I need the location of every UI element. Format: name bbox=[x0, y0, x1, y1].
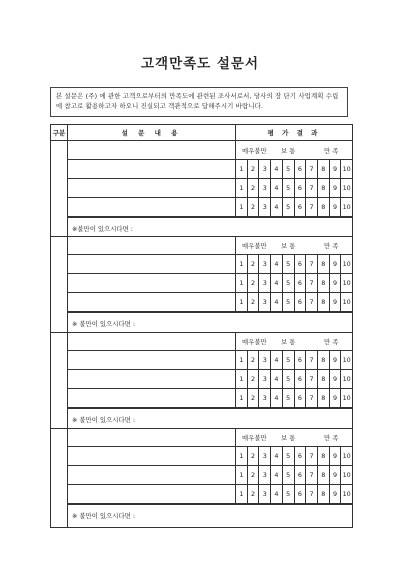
rating-option-5[interactable]: 5 bbox=[283, 179, 295, 197]
rating-option-7[interactable]: 7 bbox=[306, 370, 318, 388]
rating-option-2[interactable]: 2 bbox=[248, 160, 260, 178]
rating-option-7[interactable]: 7 bbox=[306, 447, 318, 465]
rating-option-3[interactable]: 3 bbox=[259, 160, 271, 178]
rating-option-7[interactable]: 7 bbox=[306, 274, 318, 292]
rating-option-6[interactable]: 6 bbox=[295, 485, 307, 503]
rating-option-6[interactable]: 6 bbox=[295, 293, 307, 311]
question-cell[interactable] bbox=[68, 447, 236, 466]
rating-option-5[interactable]: 5 bbox=[283, 485, 295, 503]
rating-option-4[interactable]: 4 bbox=[271, 370, 283, 388]
rating-option-4[interactable]: 4 bbox=[271, 274, 283, 292]
rating-option-10[interactable]: 10 bbox=[342, 203, 351, 211]
question-cell[interactable] bbox=[68, 466, 236, 485]
rating-option-10[interactable]: 10 bbox=[342, 356, 351, 364]
rating-option-9[interactable]: 9 bbox=[330, 466, 342, 484]
scale-low-label: 매우불만 bbox=[242, 338, 267, 346]
rating-option-3[interactable]: 3 bbox=[259, 351, 271, 369]
rating-row bbox=[236, 351, 352, 370]
rating-option-4[interactable]: 4 bbox=[271, 293, 283, 311]
survey-section bbox=[51, 236, 352, 332]
rating-option-9[interactable]: 9 bbox=[330, 274, 342, 292]
rating-option-2[interactable]: 2 bbox=[248, 389, 260, 407]
rating-option-5[interactable]: 5 bbox=[283, 447, 295, 465]
scale-low-label: 매우불만 bbox=[242, 242, 267, 250]
rating-option-4[interactable]: 4 bbox=[271, 466, 283, 484]
rating-row bbox=[236, 255, 352, 274]
rating-option-10[interactable]: 10 bbox=[342, 471, 351, 479]
rating-option-5[interactable]: 5 bbox=[283, 198, 295, 216]
section-divider bbox=[51, 428, 352, 429]
section-divider bbox=[51, 332, 352, 333]
scale-mid-label: 보 통 bbox=[281, 434, 296, 442]
rating-option-1[interactable]: 1 bbox=[236, 389, 248, 407]
category-cell bbox=[51, 332, 68, 428]
rating-option-3[interactable]: 3 bbox=[259, 274, 271, 292]
rating-option-8[interactable]: 8 bbox=[318, 485, 330, 503]
rating-option-10[interactable]: 10 bbox=[342, 260, 351, 268]
scale-high-label: 만 족 bbox=[324, 147, 339, 155]
rating-option-1[interactable]: 1 bbox=[236, 485, 248, 503]
question-cell[interactable] bbox=[68, 370, 236, 389]
question-cell[interactable] bbox=[68, 332, 236, 351]
question-cell[interactable] bbox=[68, 141, 236, 160]
question-cell[interactable] bbox=[68, 428, 236, 447]
question-cell[interactable] bbox=[68, 236, 236, 255]
rating-option-1[interactable]: 1 bbox=[236, 447, 248, 465]
rating-option-5[interactable]: 5 bbox=[283, 370, 295, 388]
rating-option-3[interactable]: 3 bbox=[259, 370, 271, 388]
rating-option-7[interactable]: 7 bbox=[306, 179, 318, 197]
rating-option-3[interactable]: 3 bbox=[259, 389, 271, 407]
question-cell[interactable] bbox=[68, 160, 236, 179]
rating-option-6[interactable]: 6 bbox=[295, 370, 307, 388]
scale-mid-label: 보 통 bbox=[281, 242, 296, 250]
rating-option-5[interactable]: 5 bbox=[283, 255, 295, 273]
rating-option-4[interactable]: 4 bbox=[271, 447, 283, 465]
complaint-note[interactable]: ※ 불만이 있으시다면 : bbox=[68, 408, 352, 428]
question-cell[interactable] bbox=[68, 198, 236, 217]
section-divider bbox=[51, 236, 352, 237]
scale-low-label: 매우불만 bbox=[242, 434, 267, 442]
rating-option-4[interactable]: 4 bbox=[271, 179, 283, 197]
rating-option-1[interactable]: 1 bbox=[236, 198, 248, 216]
question-cell[interactable] bbox=[68, 351, 236, 370]
rating-option-3[interactable]: 3 bbox=[259, 293, 271, 311]
rating-option-7[interactable]: 7 bbox=[306, 485, 318, 503]
rating-option-3[interactable]: 3 bbox=[259, 447, 271, 465]
scale-mid-label: 보 통 bbox=[281, 147, 296, 155]
header-question: 설 문 내 용 bbox=[68, 125, 236, 141]
rating-option-7[interactable]: 7 bbox=[306, 160, 318, 178]
page-title: 고객만족도 설문서 bbox=[140, 56, 260, 72]
rating-option-6[interactable]: 6 bbox=[295, 255, 307, 273]
rating-option-6[interactable]: 6 bbox=[295, 179, 307, 197]
rating-option-3[interactable]: 3 bbox=[259, 485, 271, 503]
scale-labels bbox=[236, 236, 352, 255]
rating-option-7[interactable]: 7 bbox=[306, 466, 318, 484]
rating-option-1[interactable]: 1 bbox=[236, 293, 248, 311]
rating-row bbox=[236, 274, 352, 293]
rating-option-8[interactable]: 8 bbox=[318, 370, 330, 388]
rating-row bbox=[236, 447, 352, 466]
rating-option-8[interactable]: 8 bbox=[318, 274, 330, 292]
rating-option-1[interactable]: 1 bbox=[236, 351, 248, 369]
rating-option-3[interactable]: 3 bbox=[259, 255, 271, 273]
rating-option-8[interactable]: 8 bbox=[318, 198, 330, 216]
rating-option-10[interactable]: 10 bbox=[342, 298, 351, 306]
rating-option-8[interactable]: 8 bbox=[318, 255, 330, 273]
rating-option-4[interactable]: 4 bbox=[271, 351, 283, 369]
rating-row bbox=[236, 179, 352, 198]
scale-high-label: 만 족 bbox=[324, 242, 339, 250]
survey-section bbox=[51, 332, 352, 428]
question-cell[interactable] bbox=[68, 389, 236, 408]
rating-option-6[interactable]: 6 bbox=[295, 274, 307, 292]
rating-option-5[interactable]: 5 bbox=[283, 293, 295, 311]
rating-option-9[interactable]: 9 bbox=[330, 160, 342, 178]
header-result: 평 가 결 과 bbox=[236, 125, 352, 141]
rating-option-8[interactable]: 8 bbox=[318, 466, 330, 484]
rating-option-10[interactable]: 10 bbox=[342, 279, 351, 287]
rating-option-8[interactable]: 8 bbox=[318, 160, 330, 178]
rating-option-6[interactable]: 6 bbox=[295, 198, 307, 216]
question-cell[interactable] bbox=[68, 179, 236, 198]
scale-mid-label: 보 통 bbox=[281, 338, 296, 346]
rating-option-4[interactable]: 4 bbox=[271, 255, 283, 273]
rating-option-10[interactable]: 10 bbox=[342, 375, 351, 383]
rating-row bbox=[236, 370, 352, 389]
scale-labels bbox=[236, 141, 352, 160]
rating-option-4[interactable]: 4 bbox=[271, 160, 283, 178]
question-cell[interactable] bbox=[68, 485, 236, 504]
rating-option-4[interactable]: 4 bbox=[271, 389, 283, 407]
rating-option-5[interactable]: 5 bbox=[283, 466, 295, 484]
category-cell bbox=[51, 428, 68, 527]
rating-option-9[interactable]: 9 bbox=[330, 485, 342, 503]
rating-option-8[interactable]: 8 bbox=[318, 179, 330, 197]
rating-option-6[interactable]: 6 bbox=[295, 466, 307, 484]
rating-row bbox=[236, 198, 352, 217]
rating-option-4[interactable]: 4 bbox=[271, 485, 283, 503]
rating-option-9[interactable]: 9 bbox=[330, 293, 342, 311]
rating-option-3[interactable]: 3 bbox=[259, 466, 271, 484]
rating-option-8[interactable]: 8 bbox=[318, 293, 330, 311]
rating-option-2[interactable]: 2 bbox=[248, 485, 260, 503]
rating-option-2[interactable]: 2 bbox=[248, 274, 260, 292]
rating-option-10[interactable]: 10 bbox=[342, 394, 351, 402]
rating-option-8[interactable]: 8 bbox=[318, 447, 330, 465]
rating-option-2[interactable]: 2 bbox=[248, 351, 260, 369]
scale-labels bbox=[236, 428, 352, 447]
rating-option-9[interactable]: 9 bbox=[330, 179, 342, 197]
rating-option-1[interactable]: 1 bbox=[236, 274, 248, 292]
rating-option-6[interactable]: 6 bbox=[295, 351, 307, 369]
rating-option-2[interactable]: 2 bbox=[248, 293, 260, 311]
complaint-note[interactable]: ※ 불만이 있으시다면 : bbox=[68, 312, 352, 332]
rating-option-6[interactable]: 6 bbox=[295, 447, 307, 465]
rating-option-10[interactable]: 10 bbox=[342, 165, 351, 173]
category-cell bbox=[51, 141, 68, 236]
rating-option-7[interactable]: 7 bbox=[306, 293, 318, 311]
rating-option-2[interactable]: 2 bbox=[248, 466, 260, 484]
rating-option-1[interactable]: 1 bbox=[236, 160, 248, 178]
survey-section bbox=[51, 141, 352, 236]
question-cell[interactable] bbox=[68, 293, 236, 312]
rating-option-9[interactable]: 9 bbox=[330, 370, 342, 388]
rating-row bbox=[236, 389, 352, 408]
complaint-note[interactable]: ※ 불만이 있으시다면 : bbox=[68, 504, 352, 527]
question-cell[interactable] bbox=[68, 255, 236, 274]
rating-option-6[interactable]: 6 bbox=[295, 160, 307, 178]
rating-option-5[interactable]: 5 bbox=[283, 389, 295, 407]
intro-text: 본 설문은 (주) 에 관한 고객으로부터의 만족도에 관련된 조사서로서, 당사의 장 단기 사업계획 수립에 참고로 활용하고자 하오니 진실되고 객관적으로 답해주시기 바랍니다. bbox=[50, 87, 348, 117]
rating-option-9[interactable]: 9 bbox=[330, 351, 342, 369]
scale-high-label: 만 족 bbox=[324, 338, 339, 346]
rating-option-7[interactable]: 7 bbox=[306, 198, 318, 216]
rating-option-8[interactable]: 8 bbox=[318, 389, 330, 407]
rating-option-9[interactable]: 9 bbox=[330, 198, 342, 216]
scale-labels bbox=[236, 332, 352, 351]
rating-row bbox=[236, 466, 352, 485]
rating-option-1[interactable]: 1 bbox=[236, 179, 248, 197]
rating-option-5[interactable]: 5 bbox=[283, 274, 295, 292]
rating-option-2[interactable]: 2 bbox=[248, 255, 260, 273]
rating-option-4[interactable]: 4 bbox=[271, 198, 283, 216]
scale-high-label: 만 족 bbox=[324, 434, 339, 442]
rating-option-6[interactable]: 6 bbox=[295, 389, 307, 407]
header-category: 구분 bbox=[51, 125, 68, 141]
category-cell bbox=[51, 236, 68, 332]
rating-option-5[interactable]: 5 bbox=[283, 351, 295, 369]
rating-option-5[interactable]: 5 bbox=[283, 160, 295, 178]
rating-option-1[interactable]: 1 bbox=[236, 255, 248, 273]
scale-low-label: 매우불만 bbox=[242, 147, 267, 155]
rating-option-7[interactable]: 7 bbox=[306, 351, 318, 369]
rating-option-2[interactable]: 2 bbox=[248, 370, 260, 388]
rating-option-7[interactable]: 7 bbox=[306, 255, 318, 273]
rating-row bbox=[236, 293, 352, 312]
rating-option-2[interactable]: 2 bbox=[248, 179, 260, 197]
rating-option-2[interactable]: 2 bbox=[248, 447, 260, 465]
rating-row bbox=[236, 485, 352, 504]
rating-option-1[interactable]: 1 bbox=[236, 370, 248, 388]
rating-option-10[interactable]: 10 bbox=[342, 452, 351, 460]
rating-option-1[interactable]: 1 bbox=[236, 466, 248, 484]
rating-option-2[interactable]: 2 bbox=[248, 198, 260, 216]
rating-option-9[interactable]: 9 bbox=[330, 389, 342, 407]
rating-option-9[interactable]: 9 bbox=[330, 447, 342, 465]
rating-option-7[interactable]: 7 bbox=[306, 389, 318, 407]
survey-section bbox=[51, 428, 352, 527]
rating-option-3[interactable]: 3 bbox=[259, 198, 271, 216]
complaint-note[interactable]: ※불만이 있으시다면 : bbox=[68, 217, 352, 236]
rating-option-3[interactable]: 3 bbox=[259, 179, 271, 197]
rating-row bbox=[236, 160, 352, 179]
survey-table bbox=[50, 124, 353, 528]
rating-option-10[interactable]: 10 bbox=[342, 184, 351, 192]
rating-option-9[interactable]: 9 bbox=[330, 255, 342, 273]
question-cell[interactable] bbox=[68, 274, 236, 293]
rating-option-8[interactable]: 8 bbox=[318, 351, 330, 369]
rating-option-10[interactable]: 10 bbox=[342, 490, 351, 498]
